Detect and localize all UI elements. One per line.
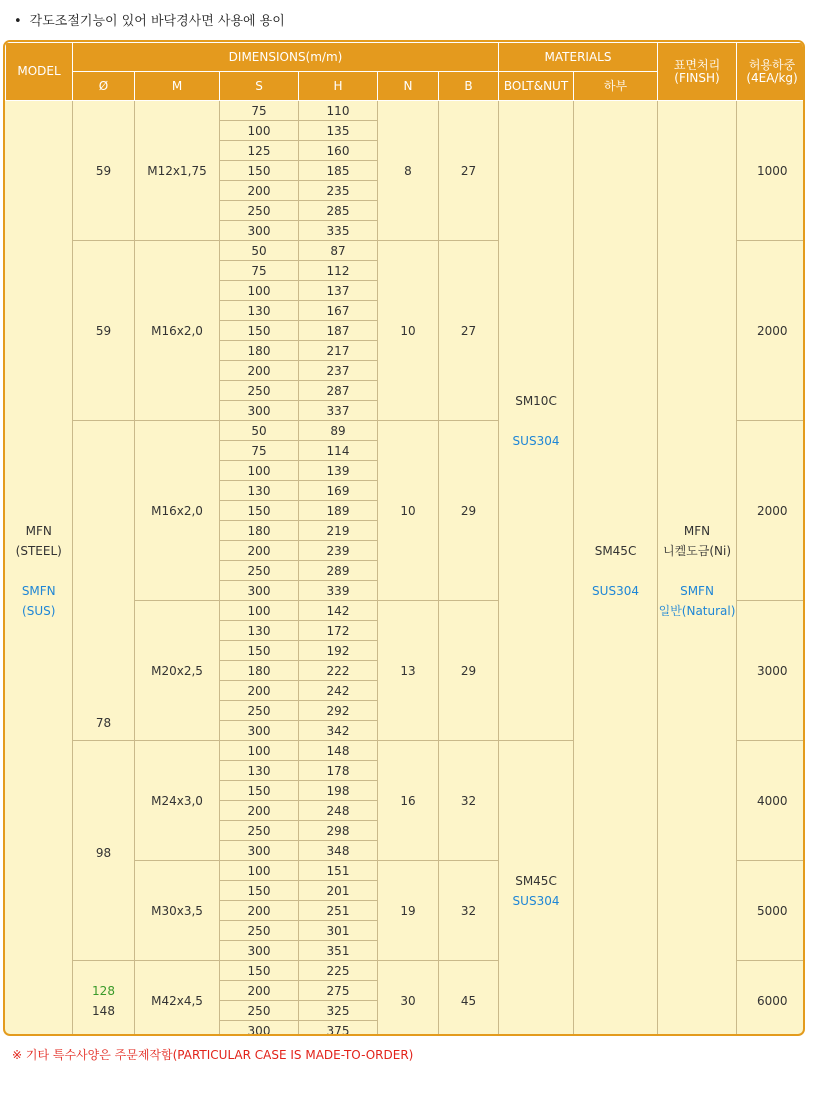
h-value: 87 — [299, 241, 378, 261]
s-value: 300 — [220, 721, 299, 741]
spec-table-frame — [3, 40, 805, 1036]
h-value: 251 — [299, 901, 378, 921]
finish-header-ko: 표면처리 — [673, 57, 721, 72]
h-value: 169 — [299, 481, 378, 501]
materials-header: MATERIALS — [499, 43, 658, 72]
n-value: 10 — [378, 421, 439, 601]
s-value: 300 — [220, 581, 299, 601]
s-value: 150 — [220, 161, 299, 181]
s-value: 300 — [220, 1021, 299, 1037]
thread-cell: M24x3,0 — [135, 741, 220, 861]
h-value: 301 — [299, 921, 378, 941]
finish-natural: 일반(Natural) — [658, 603, 736, 618]
dia-value: 78 — [95, 716, 112, 730]
h-value: 114 — [299, 441, 378, 461]
intro-text: 각도조절기능이 있어 바닥경사면 사용에 용이 — [29, 14, 285, 29]
load-header — [737, 43, 805, 101]
base-material-steel: SM45C — [594, 543, 637, 558]
h-value: 237 — [299, 361, 378, 381]
s-value: 300 — [220, 401, 299, 421]
s-value: 250 — [220, 201, 299, 221]
h-value: 112 — [299, 261, 378, 281]
h-value: 160 — [299, 141, 378, 161]
s-value: 300 — [220, 941, 299, 961]
load-value: 4000 — [737, 741, 805, 861]
dimensions-header: DIMENSIONS(m/m) — [73, 43, 499, 72]
s-value: 150 — [220, 961, 299, 981]
h-value: 348 — [299, 841, 378, 861]
s-value: 250 — [220, 701, 299, 721]
col-bolt-header: BOLT&NUT — [499, 72, 574, 101]
b-value: 29 — [439, 421, 499, 601]
h-value: 148 — [299, 741, 378, 761]
s-value: 250 — [220, 1001, 299, 1021]
table-row — [6, 101, 806, 121]
b-value: 27 — [439, 101, 499, 241]
finish-cell — [658, 101, 737, 1037]
h-value: 178 — [299, 761, 378, 781]
s-value: 200 — [220, 181, 299, 201]
bullet-icon: • — [14, 14, 22, 29]
col-s-header: S — [220, 72, 299, 101]
s-value: 180 — [220, 341, 299, 361]
s-value: 150 — [220, 881, 299, 901]
h-value: 151 — [299, 861, 378, 881]
s-value: 250 — [220, 821, 299, 841]
n-value: 10 — [378, 241, 439, 421]
s-value: 130 — [220, 621, 299, 641]
dia-value-alt: 128 — [92, 983, 115, 998]
h-value: 135 — [299, 121, 378, 141]
finish-header-en: (FINSH) — [674, 70, 720, 85]
s-value: 100 — [220, 601, 299, 621]
thread-cell: M30x3,5 — [135, 861, 220, 961]
h-value: 142 — [299, 601, 378, 621]
dia-cell — [73, 961, 135, 1037]
dia-cell — [73, 241, 135, 421]
spec-table — [5, 42, 805, 1036]
h-value: 172 — [299, 621, 378, 641]
load-value: 1000 — [737, 101, 805, 241]
s-value: 130 — [220, 481, 299, 501]
load-header-ko: 허용하중 — [748, 57, 796, 72]
h-value: 110 — [299, 101, 378, 121]
h-value: 225 — [299, 961, 378, 981]
n-value: 13 — [378, 601, 439, 741]
h-value: 201 — [299, 881, 378, 901]
s-value: 130 — [220, 761, 299, 781]
s-value: 250 — [220, 561, 299, 581]
b-value: 27 — [439, 241, 499, 421]
s-value: 100 — [220, 281, 299, 301]
dia-value: 148 — [92, 1003, 115, 1018]
s-value: 200 — [220, 361, 299, 381]
finish-smfn: SMFN — [680, 583, 714, 598]
h-value: 235 — [299, 181, 378, 201]
s-value: 200 — [220, 681, 299, 701]
s-value: 100 — [220, 461, 299, 481]
n-value: 19 — [378, 861, 439, 961]
model-cell — [6, 101, 73, 1037]
s-value: 180 — [220, 661, 299, 681]
intro-line — [14, 10, 285, 29]
s-value: 300 — [220, 221, 299, 241]
s-value: 200 — [220, 541, 299, 561]
h-value: 342 — [299, 721, 378, 741]
b-value: 32 — [439, 741, 499, 861]
b-value: 45 — [439, 961, 499, 1037]
s-value: 200 — [220, 981, 299, 1001]
h-value: 89 — [299, 421, 378, 441]
s-value: 300 — [220, 841, 299, 861]
h-value: 219 — [299, 521, 378, 541]
dia-value: 59 — [95, 163, 112, 178]
s-value: 250 — [220, 921, 299, 941]
s-value: 100 — [220, 861, 299, 881]
h-value: 351 — [299, 941, 378, 961]
n-value: 8 — [378, 101, 439, 241]
load-header-unit: (4EA/kg) — [746, 70, 798, 85]
h-value: 337 — [299, 401, 378, 421]
h-value: 167 — [299, 301, 378, 321]
h-value: 375 — [299, 1021, 378, 1037]
load-value: 6000 — [737, 961, 805, 1037]
h-value: 285 — [299, 201, 378, 221]
col-dia-header: Ø — [73, 72, 135, 101]
col-m-header: M — [135, 72, 220, 101]
s-value: 200 — [220, 901, 299, 921]
bolt-material-steel: SM10C — [515, 393, 557, 408]
dia-cell — [73, 741, 135, 961]
s-value: 150 — [220, 641, 299, 661]
b-value: 32 — [439, 861, 499, 961]
h-value: 192 — [299, 641, 378, 661]
h-value: 217 — [299, 341, 378, 361]
col-h-header: H — [299, 72, 378, 101]
dia-value: 59 — [95, 323, 112, 338]
footnote: ※ 기타 특수사양은 주문제작함(PARTICULAR CASE IS MADE-TO-ORDER) — [12, 1048, 414, 1062]
s-value: 75 — [220, 441, 299, 461]
s-value: 50 — [220, 421, 299, 441]
s-value: 150 — [220, 321, 299, 341]
h-value: 189 — [299, 501, 378, 521]
s-value: 100 — [220, 121, 299, 141]
h-value: 139 — [299, 461, 378, 481]
model-sus-label: (SUS) — [22, 603, 56, 618]
thread-cell: M16x2,0 — [135, 421, 220, 601]
base-material-sus: SUS304 — [592, 583, 639, 598]
h-value: 239 — [299, 541, 378, 561]
h-value: 242 — [299, 681, 378, 701]
h-value: 292 — [299, 701, 378, 721]
model-steel-label: (STEEL) — [15, 543, 62, 558]
model-header: MODEL — [6, 43, 73, 101]
thread-cell: M20x2,5 — [135, 601, 220, 741]
header-row-1 — [6, 43, 806, 72]
h-value: 222 — [299, 661, 378, 681]
col-base-header: 하부 — [574, 72, 658, 101]
s-value: 125 — [220, 141, 299, 161]
n-value: 30 — [378, 961, 439, 1037]
thread-cell: M42x4,5 — [135, 961, 220, 1037]
bolt-material-steel: SM45C — [515, 873, 557, 888]
finish-mfn: MFN — [683, 523, 711, 538]
s-value: 130 — [220, 301, 299, 321]
base-material-cell — [574, 101, 658, 1037]
s-value: 250 — [220, 381, 299, 401]
h-value: 325 — [299, 1001, 378, 1021]
h-value: 339 — [299, 581, 378, 601]
finish-header — [658, 43, 737, 101]
bolt-material-sus: SUS304 — [512, 893, 560, 908]
load-value: 2000 — [737, 241, 805, 421]
s-value: 180 — [220, 521, 299, 541]
h-value: 289 — [299, 561, 378, 581]
bolt-material-sus: SUS304 — [512, 433, 560, 448]
col-n-header: N — [378, 72, 439, 101]
load-value: 3000 — [737, 601, 805, 741]
h-value: 187 — [299, 321, 378, 341]
bolt-material-cell — [499, 101, 574, 741]
thread-cell: M16x2,0 — [135, 241, 220, 421]
finish-nickel: 니켈도금(Ni) — [662, 543, 732, 558]
h-value: 198 — [299, 781, 378, 801]
b-value: 29 — [439, 601, 499, 741]
h-value: 137 — [299, 281, 378, 301]
bolt-material-cell — [499, 741, 574, 1037]
load-value: 5000 — [737, 861, 805, 961]
s-value: 150 — [220, 781, 299, 801]
h-value: 335 — [299, 221, 378, 241]
dia-value: 98 — [95, 846, 112, 860]
h-value: 275 — [299, 981, 378, 1001]
model-sus-name: SMFN — [21, 583, 56, 598]
spec-table-body — [6, 101, 806, 1037]
thread-cell: M12x1,75 — [135, 101, 220, 241]
dia-cell — [73, 421, 135, 741]
h-value: 185 — [299, 161, 378, 181]
h-value: 298 — [299, 821, 378, 841]
s-value: 75 — [220, 261, 299, 281]
col-b-header: B — [439, 72, 499, 101]
dia-cell — [73, 101, 135, 241]
s-value: 200 — [220, 801, 299, 821]
n-value: 16 — [378, 741, 439, 861]
s-value: 50 — [220, 241, 299, 261]
s-value: 150 — [220, 501, 299, 521]
h-value: 287 — [299, 381, 378, 401]
load-value: 2000 — [737, 421, 805, 601]
s-value: 75 — [220, 101, 299, 121]
model-steel-name: MFN — [25, 523, 52, 538]
h-value: 248 — [299, 801, 378, 821]
s-value: 100 — [220, 741, 299, 761]
